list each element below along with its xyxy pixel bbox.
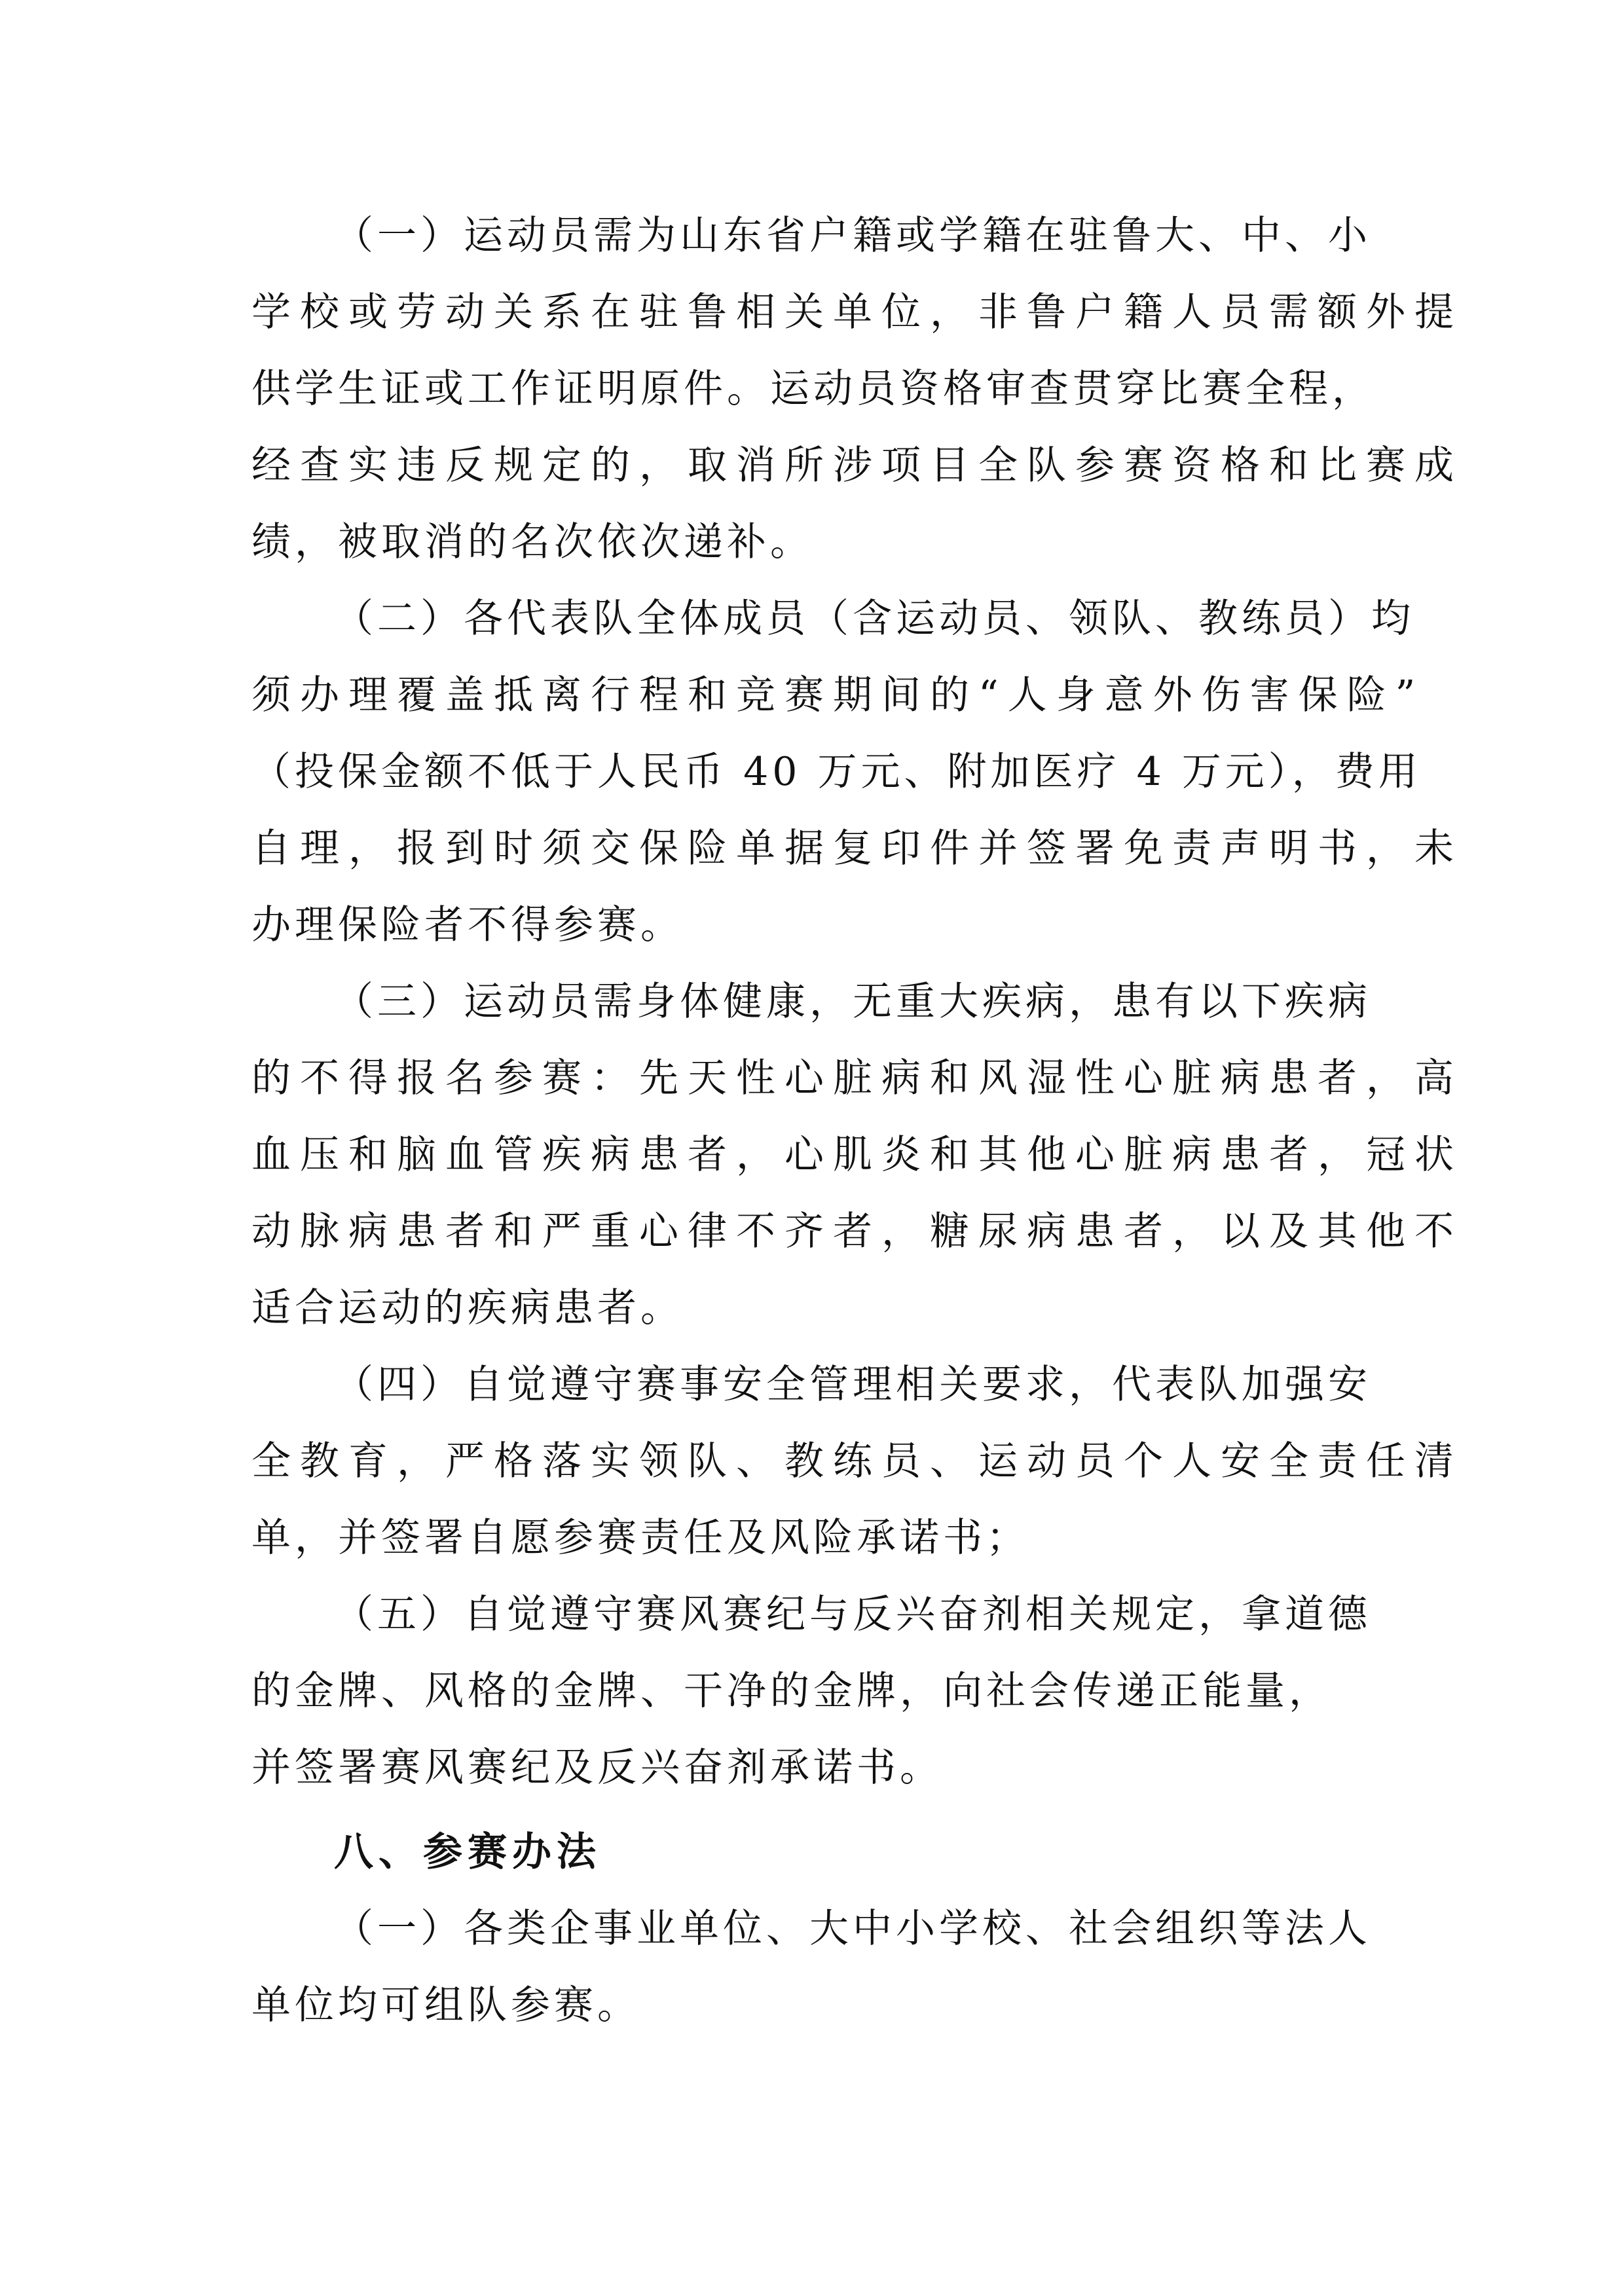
paragraph-3-line-5: 适合运动的疾病患者。 <box>251 1285 684 1331</box>
paragraph-5-line-3: 并签署赛风赛纪及反兴奋剂承诺书。 <box>251 1745 943 1791</box>
paragraph-3-line-4: 动脉病患者和严重心律不齐者，糖尿病患者，以及其他不 <box>251 1209 1463 1254</box>
paragraph-3-line-2: 的不得报名参赛：先天性心脏病和风湿性心脏病患者，高 <box>251 1055 1463 1101</box>
paragraph-1-line-1: （一）运动员需为山东省户籍或学籍在驻鲁大、中、小 <box>334 213 1371 259</box>
paragraph-5-line-2: 的金牌、风格的金牌、干净的金牌，向社会传递正能量， <box>251 1668 1332 1714</box>
paragraph-6-line-2: 单位均可组队参赛。 <box>251 1982 640 2028</box>
paragraph-2-line-5: 办理保险者不得参赛。 <box>251 902 684 948</box>
paragraph-3-line-1: （三）运动员需身体健康，无重大疾病，患有以下疾病 <box>334 979 1371 1025</box>
paragraph-2-line-2: 须办理覆盖抵离行程和竞赛期间的“人身意外伤害保险” <box>251 672 1425 718</box>
section-heading: 八、参赛办法 <box>334 1829 601 1875</box>
paragraph-1-line-3: 供学生证或工作证明原件。运动员资格审查贯穿比赛全程， <box>251 366 1375 412</box>
paragraph-6-line-1: （一）各类企事业单位、大中小学校、社会组织等法人 <box>334 1906 1371 1952</box>
paragraph-4-line-2: 全教育，严格落实领队、教练员、运动员个人安全责任清 <box>251 1438 1463 1484</box>
paragraph-3-line-3: 血压和脑血管疾病患者，心肌炎和其他心脏病患者，冠状 <box>251 1132 1463 1178</box>
paragraph-4-line-3: 单，并签署自愿参赛责任及风险承诺书； <box>251 1515 1029 1561</box>
paragraph-1-line-2: 学校或劳动关系在驻鲁相关单位，非鲁户籍人员需额外提 <box>251 289 1463 335</box>
paragraph-1-line-4: 经查实违反规定的，取消所涉项目全队参赛资格和比赛成 <box>251 443 1463 488</box>
paragraph-4-line-1: （四）自觉遵守赛事安全管理相关要求，代表队加强安 <box>334 1362 1371 1408</box>
paragraph-2-line-4: 自理，报到时须交保险单据复印件并签署免责声明书，未 <box>251 826 1463 871</box>
paragraph-5-line-1: （五）自觉遵守赛风赛纪与反兴奋剂相关规定，拿道德 <box>334 1592 1371 1637</box>
paragraph-2-line-1: （二）各代表队全体成员（含运动员、领队、教练员）均 <box>334 596 1414 642</box>
paragraph-1-line-5: 绩，被取消的名次依次递补。 <box>251 519 813 565</box>
paragraph-2-line-3: （投保金额不低于人民币 40 万元、附加医疗 4 万元），费用 <box>251 749 1422 795</box>
